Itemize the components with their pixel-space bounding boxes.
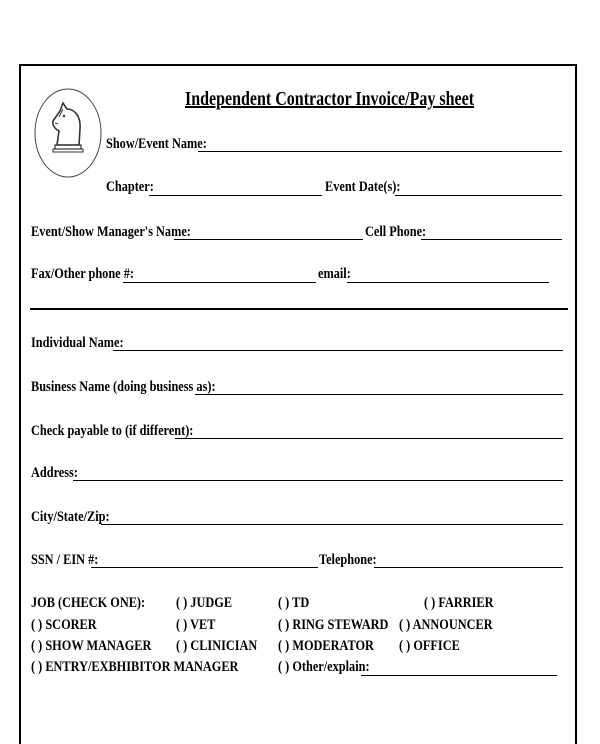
- job-option-show-manager[interactable]: ( ) SHOW MANAGER: [31, 638, 152, 654]
- email-field[interactable]: [347, 282, 549, 283]
- ssn-ein-field[interactable]: [91, 567, 318, 568]
- event-dates-label: Event Date(s):: [325, 179, 401, 195]
- telephone-label: Telephone:: [319, 552, 377, 568]
- chapter-label: Chapter:: [106, 179, 154, 195]
- job-option-farrier[interactable]: ( ) FARRIER: [424, 595, 494, 611]
- cell-phone-label: Cell Phone:: [365, 224, 427, 240]
- event-dates-field[interactable]: [395, 195, 562, 196]
- individual-name-field[interactable]: [113, 350, 563, 351]
- address-field[interactable]: [73, 480, 563, 481]
- email-label: email:: [318, 266, 351, 282]
- ssn-ein-label: SSN / EIN #:: [31, 552, 99, 568]
- check-payable-field[interactable]: [175, 438, 563, 439]
- show-event-name-field[interactable]: [198, 151, 562, 152]
- organization-logo: [33, 87, 103, 179]
- job-option-moderator[interactable]: ( ) MODERATOR: [278, 638, 374, 654]
- show-event-name-label: Show/Event Name:: [106, 136, 207, 152]
- address-label: Address:: [31, 465, 78, 481]
- horse-head-chess-knight-icon: [33, 87, 103, 179]
- job-heading: JOB (CHECK ONE):: [31, 595, 146, 611]
- job-option-announcer[interactable]: ( ) ANNOUNCER: [399, 617, 493, 633]
- job-option-vet[interactable]: ( ) VET: [176, 617, 216, 633]
- individual-name-label: Individual Name:: [31, 335, 124, 351]
- chapter-field[interactable]: [149, 195, 322, 196]
- fax-field[interactable]: [123, 282, 316, 283]
- manager-name-label: Event/Show Manager's Name:: [31, 224, 191, 240]
- job-option-office[interactable]: ( ) OFFICE: [399, 638, 460, 654]
- check-payable-label: Check payable to (if different):: [31, 423, 194, 439]
- city-state-zip-field[interactable]: [101, 524, 563, 525]
- section-divider: [30, 308, 568, 310]
- job-option-scorer[interactable]: ( ) SCORER: [31, 617, 97, 633]
- job-option-entry-exhibitor-manager[interactable]: ( ) ENTRY/EXBHIBITOR MANAGER: [31, 659, 239, 675]
- page-title: Independent Contractor Invoice/Pay sheet: [185, 88, 475, 110]
- job-option-judge[interactable]: ( ) JUDGE: [176, 595, 233, 611]
- telephone-field[interactable]: [374, 567, 563, 568]
- city-state-zip-label: City/State/Zip:: [31, 509, 110, 525]
- job-option-clinician[interactable]: ( ) CLINICIAN: [176, 638, 258, 654]
- manager-name-field[interactable]: [174, 239, 363, 240]
- job-option-ring-steward[interactable]: ( ) RING STEWARD: [278, 617, 389, 633]
- business-name-label: Business Name (doing business as):: [31, 379, 216, 395]
- fax-label: Fax/Other phone #:: [31, 266, 134, 282]
- job-option-td[interactable]: ( ) TD: [278, 595, 310, 611]
- job-option-other[interactable]: ( ) Other/explain:: [278, 659, 370, 675]
- other-explain-field[interactable]: [361, 675, 557, 676]
- business-name-field[interactable]: [195, 394, 563, 395]
- cell-phone-field[interactable]: [421, 239, 562, 240]
